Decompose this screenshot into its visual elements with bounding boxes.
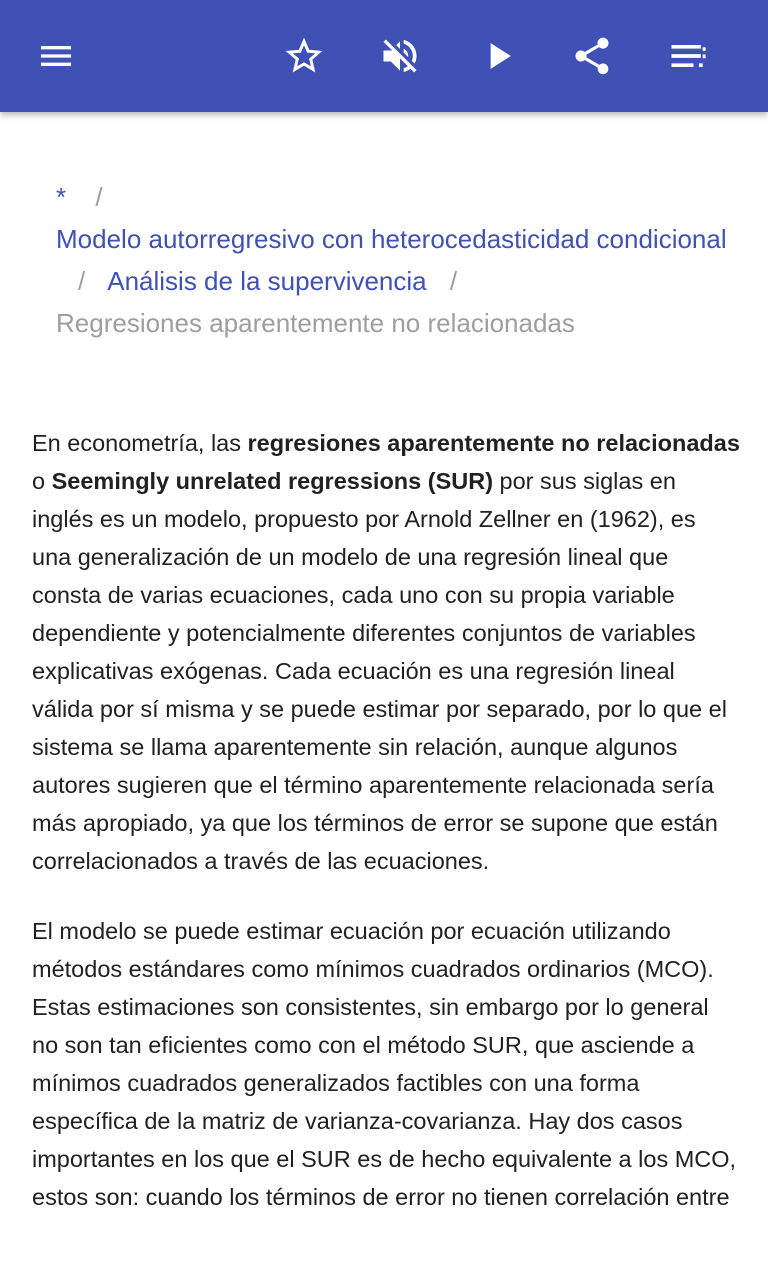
playlist-icon bbox=[666, 34, 710, 78]
article-paragraph bbox=[32, 424, 740, 880]
article-paragraph: El modelo se puede estimar ecuación por ecuación utilizando métodos estándares como mínimos cuadrados ordinarios (MCO). Estas estimaciones son consistentes, sin embargo por lo general no son tan eficientes como con el método SUR, que asciende a mínimos cuadrados generalizados factibles con una forma específica de la matriz de varianza-covarianza. Hay dos casos importantes en los que el SUR es de hecho equivalente a los MCO, estos son: cuando los términos de error no tienen correlación entre bbox=[32, 918, 737, 1210]
app-toolbar bbox=[0, 0, 768, 112]
share-button[interactable] bbox=[560, 24, 624, 88]
p1-or: o bbox=[32, 468, 52, 494]
breadcrumb-current: Regresiones aparentemente no relacionadas bbox=[56, 308, 575, 338]
share-icon bbox=[570, 34, 614, 78]
play-button[interactable] bbox=[466, 24, 530, 88]
volume-off-icon bbox=[378, 34, 422, 78]
breadcrumb bbox=[56, 176, 736, 344]
mute-button[interactable] bbox=[368, 24, 432, 88]
term-regresiones: regresiones aparentemente no relacionadas bbox=[247, 430, 740, 456]
breadcrumb-separator: / bbox=[95, 182, 103, 212]
article-body bbox=[32, 424, 740, 1248]
breadcrumb-separator: / bbox=[449, 266, 458, 296]
breadcrumb-root[interactable]: * bbox=[56, 182, 67, 212]
breadcrumb-separator: / bbox=[78, 266, 86, 296]
menu-icon bbox=[36, 36, 76, 76]
favorite-button[interactable] bbox=[272, 24, 336, 88]
content-area bbox=[0, 112, 768, 1280]
star-icon bbox=[282, 34, 326, 78]
menu-button[interactable] bbox=[24, 24, 88, 88]
breadcrumb-item-survival-analysis[interactable]: Análisis de la supervivencia bbox=[107, 266, 427, 296]
playlist-button[interactable] bbox=[656, 24, 720, 88]
play-icon bbox=[476, 34, 520, 78]
p1-intro: En econometría, las bbox=[32, 430, 248, 456]
p1-rest: por sus siglas en inglés es un modelo, propuesto por Arnold Zellner en (1962), es una generalización de un modelo de una regresión lineal que consta de varias ecuaciones, cada uno con su propia variable dependiente y potencialmente diferentes conjuntos de variables explicativas exógenas. Cada ecuación es una regresión lineal válida por sí misma y se puede estimar por separado, por lo que el sistema se llama aparentemente sin relación, aunque algunos autores sugieren que el término aparentemente relacionada sería más apropiado, ya que los términos de error se supone que están correlacionados a través de las ecuaciones. bbox=[32, 468, 727, 874]
term-sur: Seemingly unrelated regressions (SUR) bbox=[51, 468, 494, 494]
breadcrumb-item-arch-model[interactable]: Modelo autorregresivo con heterocedasticidad condicional bbox=[56, 224, 727, 254]
